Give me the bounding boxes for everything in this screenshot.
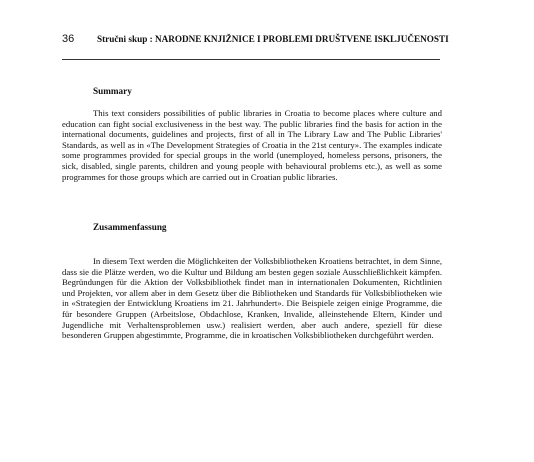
summary-paragraph: This text considers possibilities of public libraries in Croatia to become places where culture and education can fight social exclusiveness in the best way. The public libraries find the basis for action in the international documents, guidelines and projects, first of all in The Library Law and The Public Libraries' Standards, as well as in «The Development Strategies of Croatia in the 21st century». The examples indicate some programmes provided for special groups in the world (unemployed, homeless persons, prisoners, the sick, disabled, single parents, children and young people with behavioural problems etc.), as well as some programmes for those groups which are carried out in Croatian public libraries. (62, 108, 442, 182)
running-title: Stručni skup : NARODNE KNJIŽNICE I PROBLEMI DRUŠTVENE ISKLJUČENOSTI (97, 34, 449, 44)
page-header (62, 33, 449, 47)
page-number: 36 (62, 33, 75, 45)
header-rule (62, 59, 440, 60)
summary-heading: Summary (93, 86, 132, 96)
zusammenfassung-paragraph: In diesem Text werden die Möglichkeiten der Volksbibliotheken Kroatiens betrachtet, in dem Sinne, dass sie die Plätze werden, wo die Kultur und Bildung am besten gegen soziale Ausschließlichkeit kämpfen. Begründungen für die Aktion der Volksbibliothek findet man in internationalen Dokumenten, Richtlinien und Projekten, vor allem aber in dem Gesetz über die Bibliotheken und Standards für Volksbibliotheken wie in «Strategien der Entwicklung Kroatiens im 21. Jahrhundert». Die Beispiele zeigen einige Programme, die für besondere Gruppen (Arbeitslose, Obdachlose, Kranken, Invalide, alleinstehende Eltern, Kinder und Jugendliche mit Verhaltensproblemen usw.) realisiert werden, aber auch andere, speziell für diese besonderen Gruppen abgestimmte, Programme, die in kroatischen Volksbibliotheken durchgeführt werden. (62, 256, 442, 341)
zusammenfassung-heading: Zusammenfassung (93, 222, 167, 232)
